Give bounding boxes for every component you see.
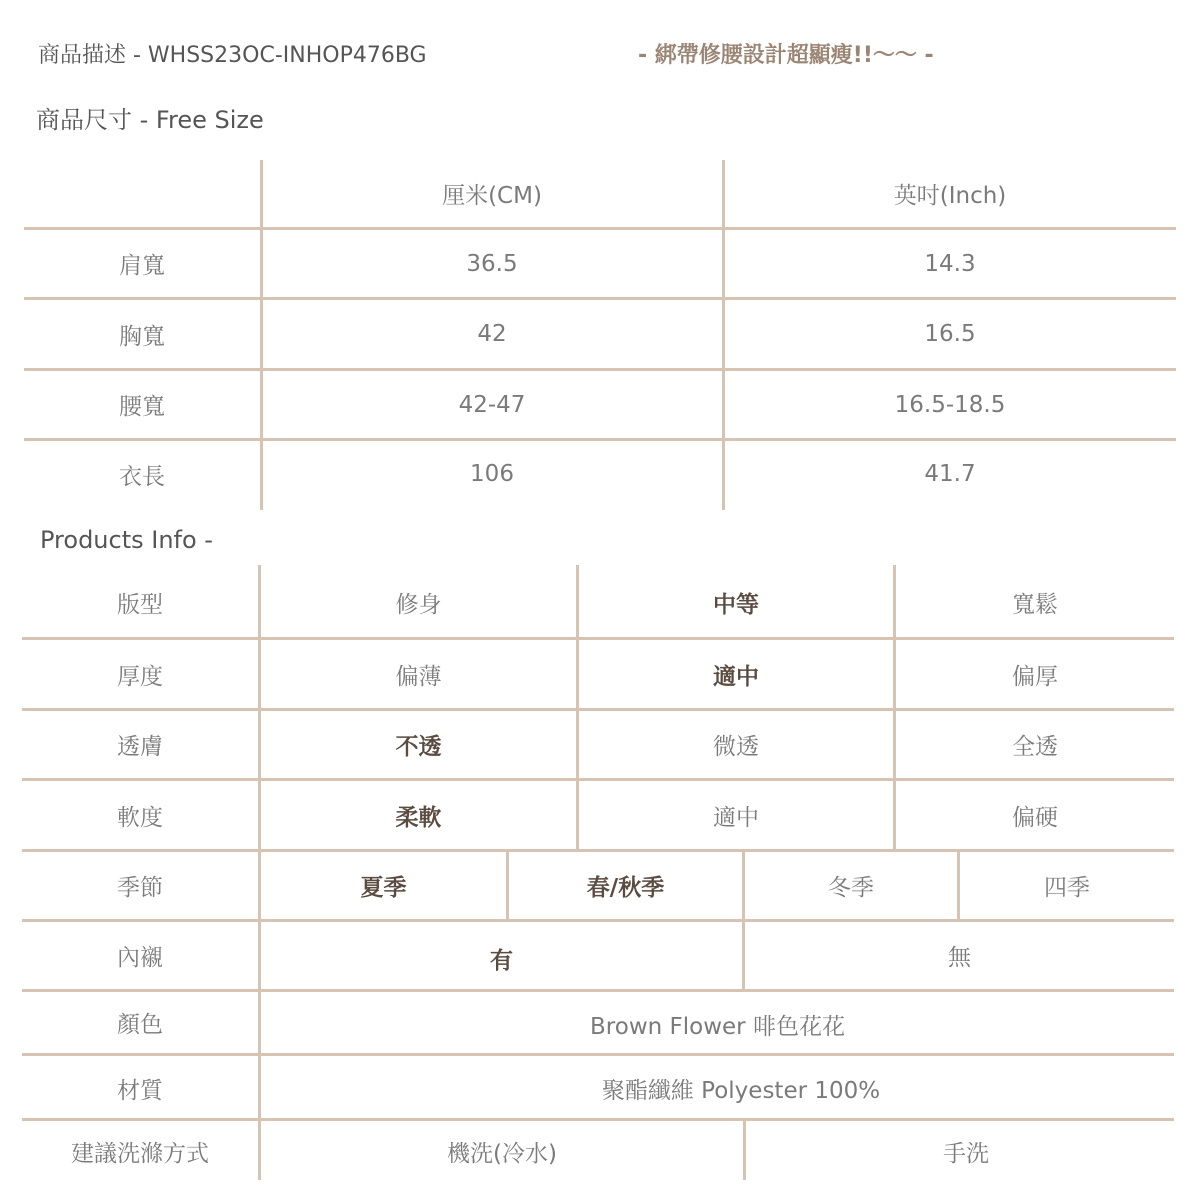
shoulder-cm: 36.5 — [466, 250, 518, 277]
softness-option-stiff: 偏硬 — [1012, 804, 1058, 831]
season-option-winter: 冬季 — [828, 875, 874, 901]
sheerness-option-slight: 微透 — [713, 734, 759, 760]
waist-inch: 16.5-18.5 — [894, 391, 1006, 418]
softness-option-soft: 柔軟 — [395, 804, 442, 831]
fit-label: 版型 — [117, 592, 163, 618]
season-option-all: 四季 — [1044, 875, 1090, 901]
shoulder-inch: 14.3 — [924, 250, 976, 277]
lining-option-yes: 有 — [490, 947, 513, 974]
info-title: Products Info - — [40, 526, 213, 554]
material-value: 聚酯纖維 Polyester 100% — [601, 1078, 881, 1104]
season-option-summer: 夏季 — [360, 875, 407, 901]
washing-option-machine: 機洗(冷水) — [447, 1140, 557, 1167]
washing-option-hand: 手洗 — [943, 1140, 989, 1167]
material-label: 材質 — [117, 1078, 163, 1104]
thickness-label: 厚度 — [117, 663, 163, 690]
color-value: Brown Flower 啡色花花 — [590, 1013, 845, 1040]
color-label: 顏色 — [117, 1012, 163, 1038]
fit-option-slim: 修身 — [395, 592, 442, 618]
thickness-option-medium: 適中 — [713, 663, 759, 690]
length-cm: 106 — [470, 461, 514, 487]
sheerness-option-opaque: 不透 — [395, 734, 442, 760]
row-label-length: 衣長 — [119, 463, 165, 490]
row-label-waist: 腰寬 — [119, 394, 165, 420]
chest-cm: 42 — [477, 321, 507, 347]
lining-label: 內襯 — [117, 945, 163, 971]
product-description: 商品描述 - WHSS23OC-INHOP476BG — [38, 43, 427, 68]
waist-cm: 42-47 — [458, 391, 526, 418]
softness-label: 軟度 — [117, 804, 163, 831]
column-header-inch: 英吋(Inch) — [893, 183, 1007, 209]
length-inch: 41.7 — [924, 461, 976, 487]
chest-inch: 16.5 — [924, 321, 976, 347]
sheerness-option-full: 全透 — [1012, 734, 1058, 760]
size-title: 商品尺寸 - Free Size — [36, 106, 264, 134]
row-label-chest: 胸寬 — [119, 323, 165, 350]
season-option-spring-autumn: 春/秋季 — [586, 875, 665, 901]
sheerness-label: 透膚 — [117, 734, 163, 760]
thickness-option-thick: 偏厚 — [1012, 663, 1058, 690]
fit-option-loose: 寬鬆 — [1012, 592, 1058, 618]
softness-option-medium: 適中 — [713, 804, 759, 831]
fit-option-regular: 中等 — [713, 592, 759, 618]
lining-option-no: 無 — [948, 945, 971, 971]
column-header-cm: 厘米(CM) — [442, 183, 542, 209]
season-label: 季節 — [117, 875, 163, 901]
slogan: - 綁帶修腰設計超顯瘦!!～～ - — [638, 43, 934, 68]
washing-label: 建議洗滌方式 — [71, 1140, 209, 1167]
thickness-option-thin: 偏薄 — [395, 663, 442, 690]
row-label-shoulder: 肩寬 — [119, 253, 165, 279]
